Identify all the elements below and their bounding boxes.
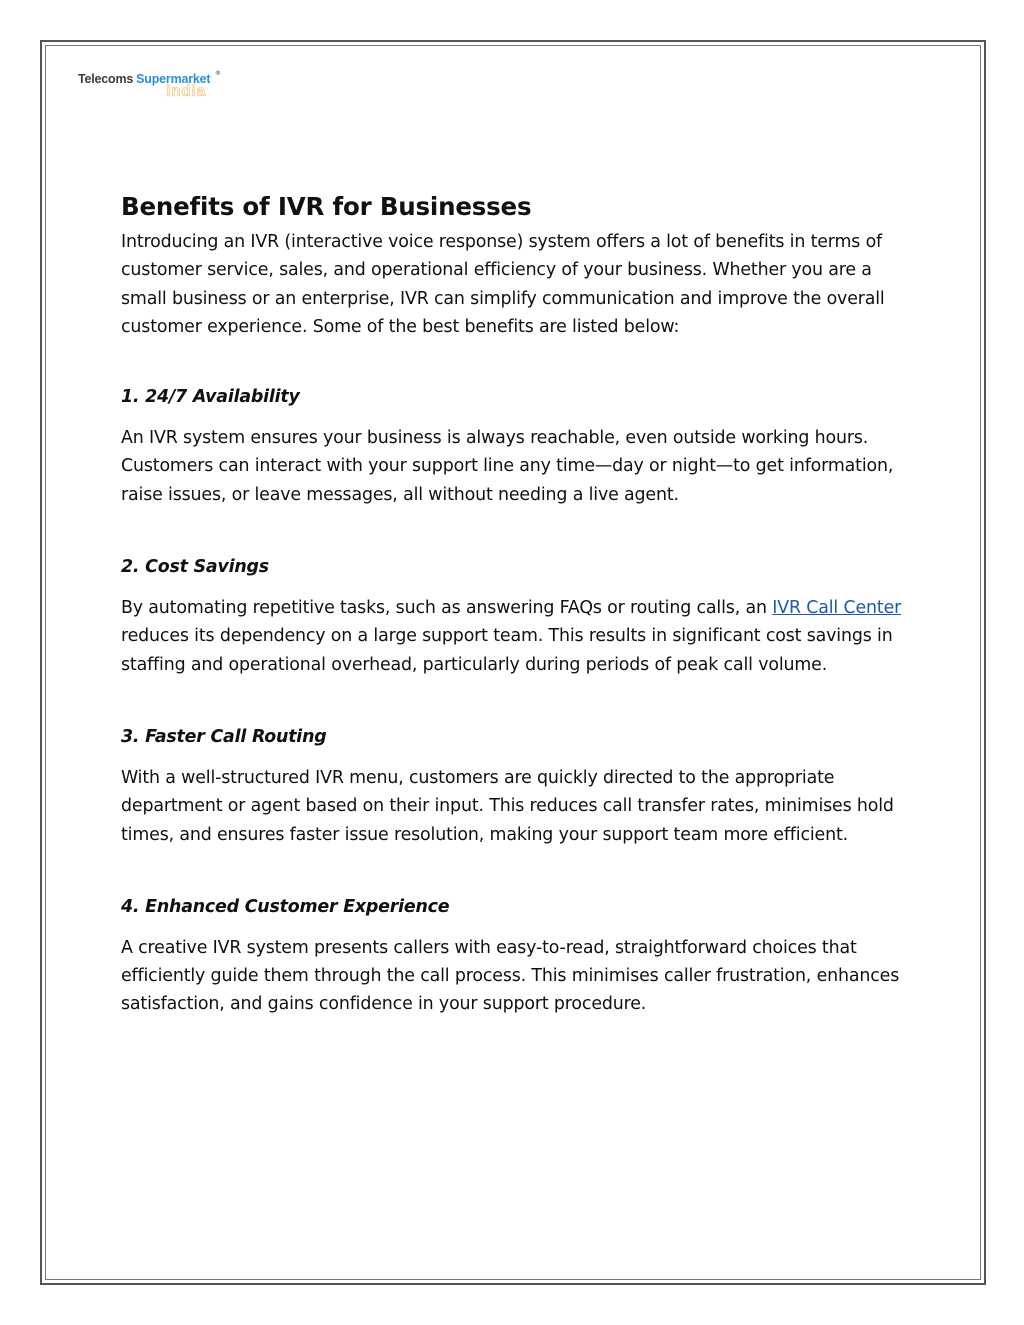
logo-word-telecoms: Telecoms [78, 72, 134, 86]
section-heading-call-routing: 3. Faster Call Routing [121, 726, 327, 747]
logo-word-india: india [166, 83, 206, 100]
cost-savings-text-before: By automating repetitive tasks, such as answering FAQs or routing calls, an [121, 598, 773, 619]
article [121, 190, 921, 1019]
cost-savings-text-after: reduces its dependency on a large support team. This results in significant cost savings in staffing and operational overhead, particularly during periods of peak call volume. [121, 626, 893, 675]
logo-word-supermarket: Supermarket [136, 72, 211, 86]
section-body-call-routing: With a well-structured IVR menu, customers are quickly directed to the appropriate department or agent based on their input. This reduces call transfer rates, minimises hold times, and ensures faster issue resolution, making your support team more efficient. [121, 767, 894, 845]
section-body-cost-savings [121, 594, 921, 679]
article-intro: Introducing an IVR (interactive voice response) system offers a lot of benefits in terms of customer service, sales, and operational efficiency of your business. Whether you are a small business or an enterprise, IVR can simplify communication and improve the overall customer experience. Some of the best benefits are listed below: [121, 232, 885, 337]
ivr-call-center-link[interactable]: IVR Call Center [772, 598, 902, 619]
section-heading-cost-savings: 2. Cost Savings [121, 557, 269, 578]
section-body-customer-experience: A creative IVR system presents callers with easy-to-read, straightforward choices that efficiently guide them through the call process. This minimises caller frustration, enhances satisfaction, and gains confidence in your support procedure. [121, 937, 900, 1015]
section-heading-customer-experience: 4. Enhanced Customer Experience [121, 896, 450, 917]
section-heading-availability: 1. 24/7 Availability [121, 387, 300, 408]
logo-trademark: ® [215, 70, 221, 77]
section-body-availability: An IVR system ensures your business is always reachable, even outside working hours. Customers can interact with your support line any time—day or night—to get information, raise issues, or leave messages, all without needing a live agent. [121, 428, 894, 505]
article-title: Benefits of IVR for Businesses [121, 192, 532, 221]
telecoms-supermarket-logo [78, 72, 228, 104]
